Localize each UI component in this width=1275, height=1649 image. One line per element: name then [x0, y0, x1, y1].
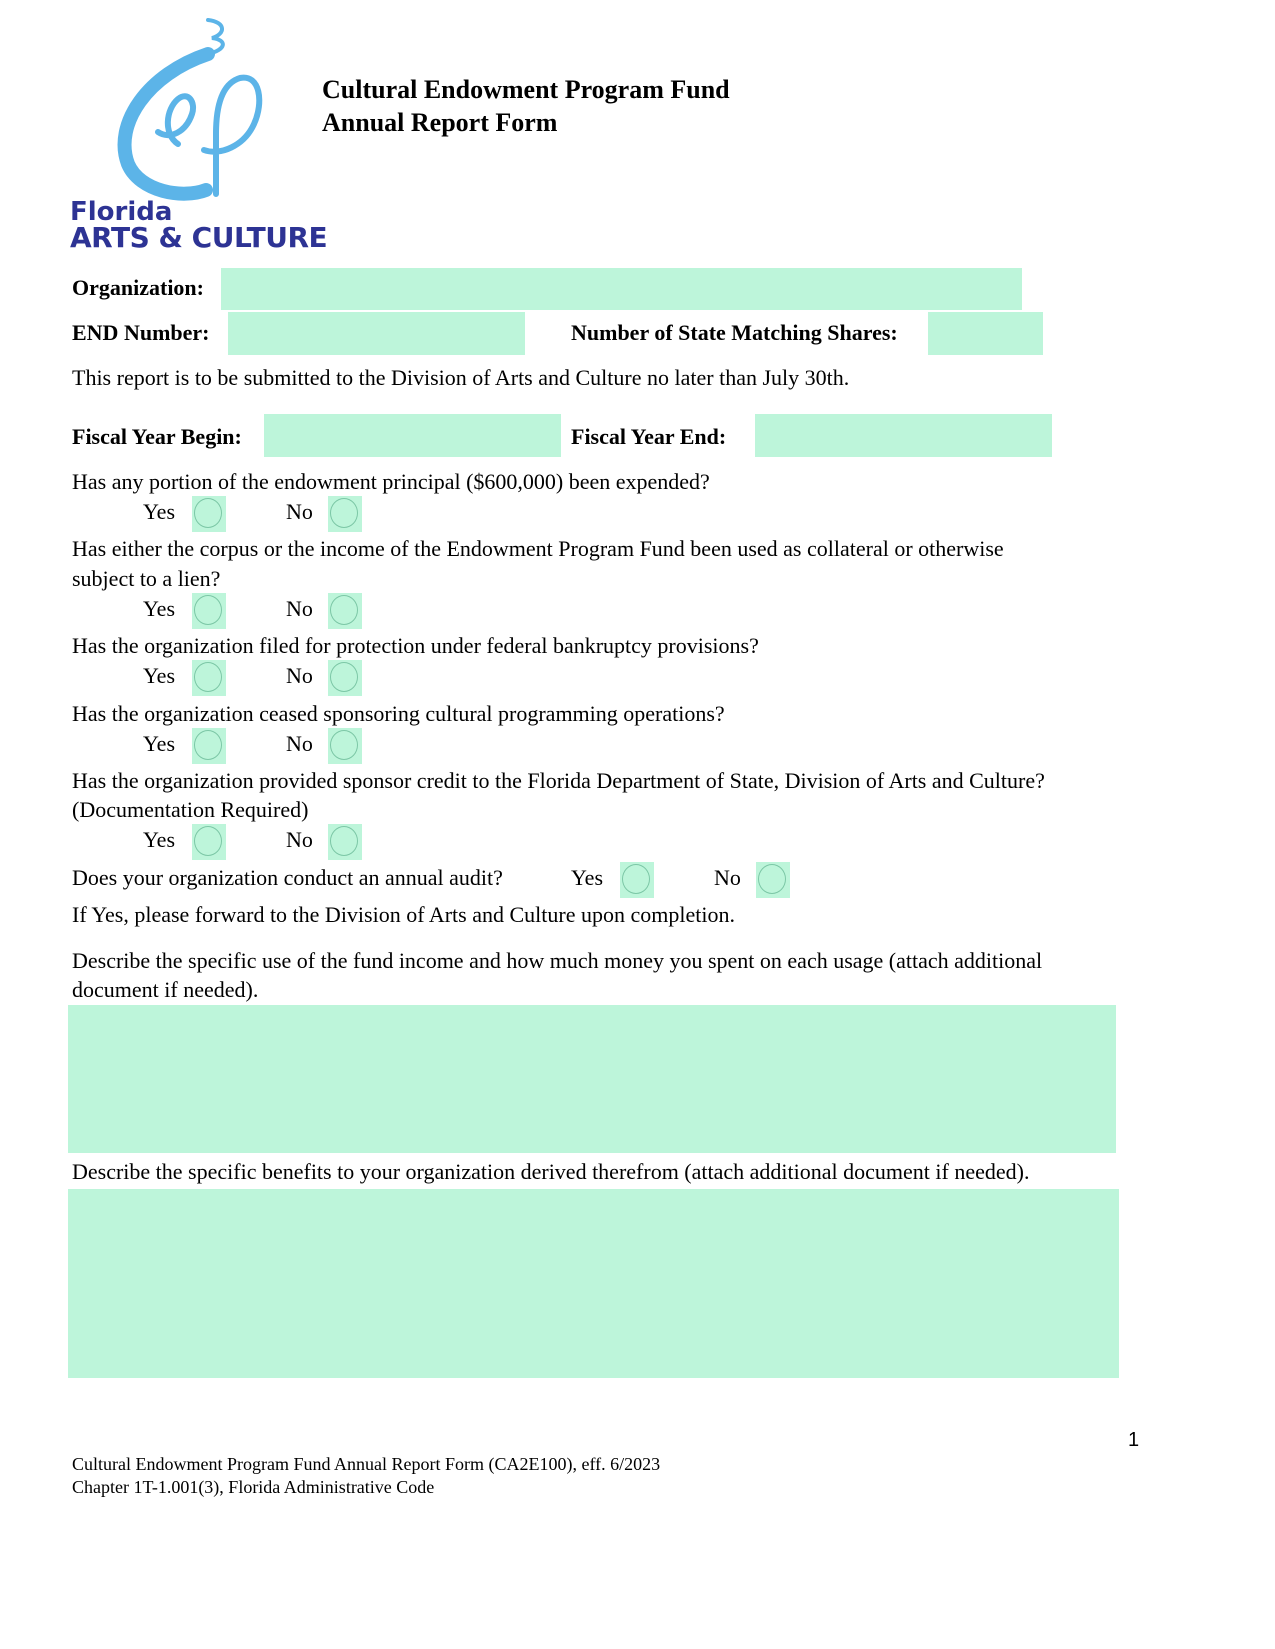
fiscal-year-end-field[interactable]	[755, 414, 1052, 457]
q1-yes-radio[interactable]	[192, 496, 226, 532]
q1-yes-label: Yes	[143, 499, 176, 524]
q5-no-label: No	[286, 827, 313, 852]
form-title-line1: Cultural Endowment Program Fund	[322, 75, 730, 104]
q2-yes-label: Yes	[143, 596, 176, 621]
end-number-label: END Number:	[72, 320, 210, 345]
matching-shares-label: Number of State Matching Shares:	[571, 320, 898, 345]
q4-no-label: No	[286, 731, 313, 756]
question-sponsor-credit-line2: (Documentation Required)	[72, 797, 309, 822]
q1-no-label: No	[286, 499, 313, 524]
fiscal-year-end-label: Fiscal Year End:	[571, 424, 727, 449]
footer-form-id: Cultural Endowment Program Fund Annual Report Form (CA2E100), eff. 6/2023	[72, 1454, 661, 1474]
q6-yes-radio[interactable]	[620, 862, 654, 898]
q4-yes-radio[interactable]	[192, 728, 226, 764]
question-ceased-programming: Has the organization ceased sponsoring cultural programming operations?	[72, 701, 725, 726]
describe-use-line1: Describe the specific use of the fund income and how much money you spent on each usage (attach additional	[72, 948, 1043, 973]
florida-arts-culture-swirl-icon	[108, 14, 268, 204]
matching-shares-field[interactable]	[928, 312, 1043, 355]
q2-no-label: No	[286, 596, 313, 621]
q3-no-label: No	[286, 663, 313, 688]
question-sponsor-credit-line1: Has the organization provided sponsor credit to the Florida Department of State, Division of Arts and Culture?	[72, 768, 1045, 793]
page-number: 1	[1128, 1429, 1140, 1451]
q1-no-radio[interactable]	[328, 496, 362, 532]
benefits-textarea[interactable]	[68, 1189, 1119, 1378]
question-collateral-lien-line1: Has either the corpus or the income of the Endowment Program Fund been used as collateral or otherwise	[72, 536, 1004, 561]
q2-no-radio[interactable]	[328, 593, 362, 629]
form-title-line2: Annual Report Form	[322, 108, 558, 137]
organization-label: Organization:	[72, 275, 204, 300]
describe-benefits: Describe the specific benefits to your organization derived therefrom (attach additional document if needed).	[72, 1159, 1030, 1184]
q4-yes-label: Yes	[143, 731, 176, 756]
footer-admin-code: Chapter 1T-1.001(3), Florida Administrative Code	[72, 1477, 435, 1497]
q3-yes-label: Yes	[143, 663, 176, 688]
q2-yes-radio[interactable]	[192, 593, 226, 629]
question-bankruptcy: Has the organization filed for protection under federal bankruptcy provisions?	[72, 633, 759, 658]
question-annual-audit: Does your organization conduct an annual audit?	[72, 865, 503, 890]
q5-yes-radio[interactable]	[192, 824, 226, 860]
organization-field[interactable]	[221, 268, 1022, 310]
q3-no-radio[interactable]	[328, 660, 362, 696]
logo-arts-culture-text: ARTS & CULTURE	[70, 221, 328, 254]
end-number-field[interactable]	[228, 312, 525, 355]
audit-forward-note: If Yes, please forward to the Division of Arts and Culture upon completion.	[72, 902, 735, 927]
q3-yes-radio[interactable]	[192, 660, 226, 696]
fiscal-year-begin-label: Fiscal Year Begin:	[72, 424, 242, 449]
describe-use-line2: document if needed).	[72, 977, 259, 1002]
q6-no-label: No	[714, 865, 741, 890]
submission-notice: This report is to be submitted to the Division of Arts and Culture no later than July 30th.	[72, 365, 850, 390]
question-principal-expended: Has any portion of the endowment principal ($600,000) been expended?	[72, 469, 710, 494]
q4-no-radio[interactable]	[328, 728, 362, 764]
q5-no-radio[interactable]	[328, 824, 362, 860]
q6-yes-label: Yes	[571, 865, 604, 890]
question-collateral-lien-line2: subject to a lien?	[72, 566, 221, 591]
q5-yes-label: Yes	[143, 827, 176, 852]
fiscal-year-begin-field[interactable]	[264, 414, 561, 457]
fund-use-textarea[interactable]	[68, 1005, 1116, 1153]
q6-no-radio[interactable]	[756, 862, 790, 898]
logo-florida-text: Florida	[70, 197, 173, 227]
